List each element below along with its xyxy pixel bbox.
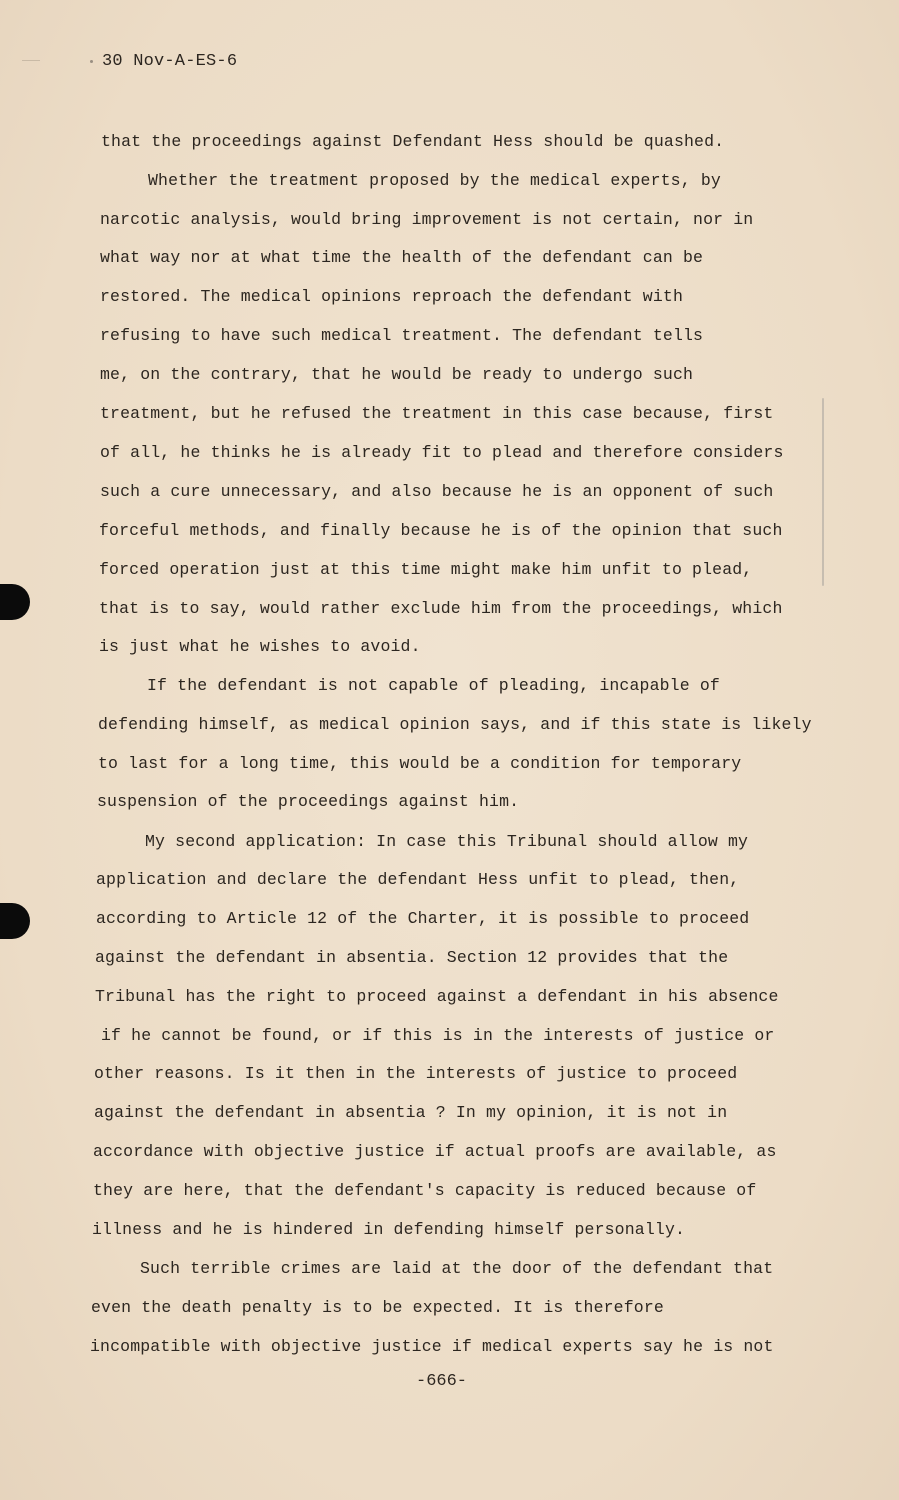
page-reference-header: 30 Nov-A-ES-6: [102, 52, 238, 71]
margin-pencil-line: [822, 398, 824, 586]
text-line-32: incompatible with objective justice if medical experts say he is not: [90, 1337, 774, 1356]
text-line-20: application and declare the defendant Hess unfit to plead, then,: [96, 870, 740, 889]
text-line-21: according to Article 12 of the Charter, it is possible to proceed: [96, 909, 750, 928]
text-line-7: me, on the contrary, that he would be ready to undergo such: [100, 365, 694, 384]
text-line-24: if he cannot be found, or if this is in the interests of justice or: [101, 1026, 775, 1045]
text-line-22: against the defendant in absentia. Section 12 provides that the: [95, 948, 729, 967]
text-line-11: forceful methods, and finally because he is of the opinion that such: [99, 521, 783, 540]
text-line-31: even the death penalty is to be expected. It is therefore: [91, 1298, 664, 1317]
text-line-18: suspension of the proceedings against him.: [97, 792, 520, 811]
text-line-15: If the defendant is not capable of pleading, incapable of: [147, 676, 720, 695]
text-line-16: defending himself, as medical opinion says, and if this state is likely: [98, 715, 812, 734]
text-line-8: treatment, but he refused the treatment in this case because, first: [100, 404, 774, 423]
text-line-9: of all, he thinks he is already fit to plead and therefore considers: [100, 443, 784, 462]
text-line-30: Such terrible crimes are laid at the door of the defendant that: [140, 1259, 774, 1278]
text-line-27: accordance with objective justice if actual proofs are available, as: [93, 1142, 777, 1161]
text-line-10: such a cure unnecessary, and also because he is an opponent of such: [100, 482, 774, 501]
text-line-4: what way nor at what time the health of the defendant can be: [100, 248, 704, 267]
page-number: -666-: [416, 1372, 468, 1391]
text-line-17: to last for a long time, this would be a condition for temporary: [98, 754, 742, 773]
text-line-19: My second application: In case this Tribunal should allow my: [145, 832, 749, 851]
text-line-5: restored. The medical opinions reproach the defendant with: [100, 287, 683, 306]
text-line-12: forced operation just at this time might make him unfit to plead,: [99, 560, 753, 579]
text-line-6: refusing to have such medical treatment. The defendant tells: [100, 326, 704, 345]
text-line-14: is just what he wishes to avoid.: [99, 637, 421, 656]
text-line-13: that is to say, would rather exclude him from the proceedings, which: [99, 599, 783, 618]
text-line-26: against the defendant in absentia ? In my opinion, it is not in: [94, 1103, 728, 1122]
text-line-29: illness and he is hindered in defending himself personally.: [92, 1220, 686, 1239]
text-line-25: other reasons. Is it then in the interests of justice to proceed: [94, 1064, 738, 1083]
text-line-28: they are here, that the defendant's capacity is reduced because of: [93, 1181, 757, 1200]
text-line-2: Whether the treatment proposed by the medical experts, by: [148, 171, 721, 190]
text-line-1: that the proceedings against Defendant Hess should be quashed.: [101, 132, 725, 151]
text-line-3: narcotic analysis, would bring improvement is not certain, nor in: [100, 210, 754, 229]
text-line-23: Tribunal has the right to proceed against a defendant in his absence: [95, 987, 779, 1006]
